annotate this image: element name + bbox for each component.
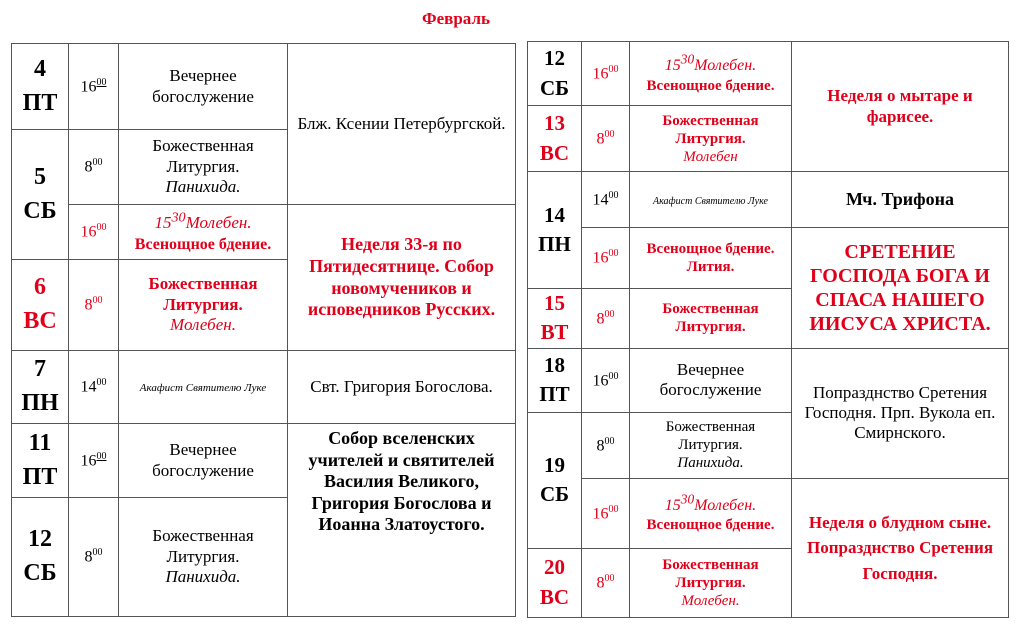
time-cell: $8^{00}$ [582, 289, 630, 349]
feast-cell: Свт. Григория Богослова. [288, 351, 516, 424]
day-cell: 19 СБ [528, 412, 582, 548]
service-cell: Вечернее богослужение [630, 348, 792, 412]
time-cell: $16^{00}$ [582, 42, 630, 106]
schedule-table-right [527, 41, 1009, 618]
time-cell: $14^{00}$ [582, 172, 630, 228]
service-cell: Всенощное бдение. Лития. [630, 228, 792, 289]
time-cell: $16^{00}$ [69, 424, 119, 498]
service-cell: Акафист Святителю Луке [119, 351, 288, 424]
day-cell: 20 ВС [528, 548, 582, 617]
time-cell: $16^{00}$ [69, 44, 119, 130]
time-cell: $16^{00}$ [582, 478, 630, 548]
time-cell: $16^{00}$ [582, 348, 630, 412]
service-cell: Акафист Святителю Луке [630, 172, 792, 228]
service-cell: Божественная Литургия. [630, 289, 792, 349]
service-cell: Божественная Литургия. Молебен. [630, 548, 792, 617]
time-cell: $16^{00}$ [582, 228, 630, 289]
day-cell: 5 СБ [12, 130, 69, 260]
service-cell: Божественная Литургия. Панихида. [119, 130, 288, 205]
day-cell: 13 ВС [528, 106, 582, 172]
service-cell: $15^{30}Молебен$. Всенощное бдение. [630, 478, 792, 548]
day-cell: 6 ВС [12, 260, 69, 351]
day-cell: 11 ПТ [12, 424, 69, 498]
feast-cell: Попразднство Сретения Господня. Прп. Вукола еп. Смирнского. [792, 348, 1009, 478]
feast-cell: Мч. Трифона [792, 172, 1009, 228]
service-cell: Божественная Литургия. Панихида. [630, 412, 792, 478]
schedule-table-left [11, 43, 516, 617]
time-cell: $8^{00}$ [582, 412, 630, 478]
day-cell: 4 ПТ [12, 44, 69, 130]
month-title: Февраль [422, 9, 490, 28]
service-cell: Божественная Литургия. Молебен. [119, 260, 288, 351]
day-cell: 7 ПН [12, 351, 69, 424]
service-cell: Вечернее богослужение [119, 44, 288, 130]
time-cell: $8^{00}$ [582, 106, 630, 172]
time-cell: $8^{00}$ [69, 498, 119, 617]
feast-cell: Собор вселенских учителей и святителей Василия Великого, Григория Богослова и Иоанна Златоустого. [288, 424, 516, 617]
day-cell: 15 ВТ [528, 289, 582, 349]
time-cell: $16^{00}$ [69, 205, 119, 260]
feast-cell: Неделя о блудном сыне. Попразднство Сретения Господня. [792, 478, 1009, 617]
feast-cell: СРЕТЕНИЕ ГОСПОДА БОГА И СПАСА НАШЕГО ИИСУСА ХРИСТА. [792, 228, 1009, 349]
service-cell: Вечернее богослужение [119, 424, 288, 498]
time-cell: $14^{00}$ [69, 351, 119, 424]
time-cell: $8^{00}$ [582, 548, 630, 617]
day-cell: 14 ПН [528, 172, 582, 289]
service-cell: $15^{30}Молебен$. Всенощное бдение. [630, 42, 792, 106]
feast-cell: Блж. Ксении Петербургской. [288, 44, 516, 205]
service-cell: Божественная Литургия. Молебен [630, 106, 792, 172]
day-cell: 18 ПТ [528, 348, 582, 412]
feast-cell: Неделя о мытаре и фарисее. [792, 42, 1009, 172]
time-cell: $8^{00}$ [69, 130, 119, 205]
day-cell: 12 СБ [12, 498, 69, 617]
feast-cell: Неделя 33-я по Пятидесятнице. Собор новомучеников и исповедников Русских. [288, 205, 516, 351]
time-cell: $8^{00}$ [69, 260, 119, 351]
service-cell: $15^{30}Молебен$. Всенощное бдение. [119, 205, 288, 260]
service-cell: Божественная Литургия. Панихида. [119, 498, 288, 617]
day-cell: 12 СБ [528, 42, 582, 106]
